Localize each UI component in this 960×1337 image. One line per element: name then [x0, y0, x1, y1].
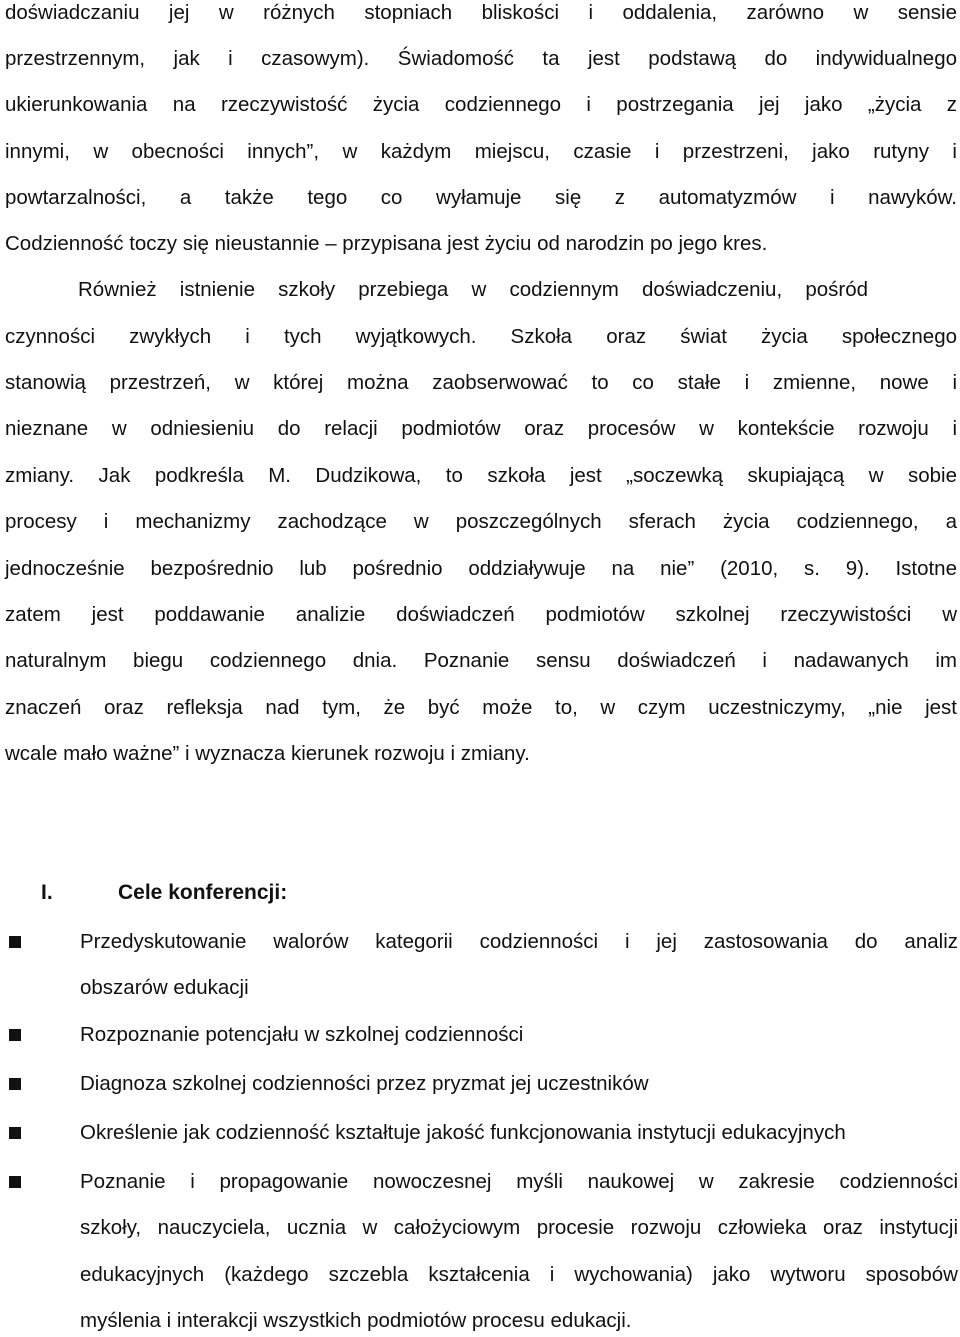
square-bullet-icon [9, 936, 21, 948]
square-bullet-icon [9, 1176, 21, 1188]
body-text-line: stanowią przestrzeń, w której można zaobserwować to co stałe i zmienne, nowe i [5, 371, 957, 394]
body-text-line: czynności zwykłych i tych wyjątkowych. Szkoła oraz świat życia społecznego [5, 325, 957, 348]
square-bullet-icon [9, 1078, 21, 1090]
list-item-line: Przedyskutowanie walorów kategorii codzienności i jej zastosowania do analiz [80, 930, 958, 953]
body-text-line: przestrzennym, jak i czasowym). Świadomość ta jest podstawą do indywidualnego [5, 47, 957, 70]
body-text-line: wcale mało ważne” i wyznacza kierunek rozwoju i zmiany. [5, 742, 530, 765]
body-text-line: ukierunkowania na rzeczywistość życia codziennego i postrzegania jej jako „życia z [5, 93, 957, 116]
body-text-line: nieznane w odniesieniu do relacji podmiotów oraz procesów w kontekście rozwoju i [5, 417, 957, 440]
list-item-line: myślenia i interakcji wszystkich podmiotów procesu edukacji. [80, 1309, 632, 1332]
list-item-line: Rozpoznanie potencjału w szkolnej codzienności [80, 1023, 524, 1046]
section-number: I. [41, 881, 53, 904]
section-heading [41, 880, 287, 906]
body-text-line: powtarzalności, a także tego co wyłamuje się z automatyzmów i nawyków. [5, 186, 957, 209]
list-item-line: obszarów edukacji [80, 976, 249, 999]
square-bullet-icon [9, 1127, 21, 1139]
body-text-line: doświadczaniu jej w różnych stopniach bliskości i oddalenia, zarówno w sensie [5, 1, 957, 24]
list-item-line: Poznanie i propagowanie nowoczesnej myśli naukowej w zakresie codzienności [80, 1170, 958, 1193]
section-title: Cele konferencji: [118, 881, 288, 904]
body-text-line: innymi, w obecności innych”, w każdym miejscu, czasie i przestrzeni, jako rutyny i [5, 140, 957, 163]
body-text-line: Również istnienie szkoły przebiega w codziennym doświadczeniu, pośród [78, 278, 868, 301]
list-item-line: Diagnoza szkolnej codzienności przez pryzmat jej uczestników [80, 1072, 649, 1095]
list-item-line: edukacyjnych (każdego szczebla kształcenia i wychowania) jako wytworu sposobów [80, 1263, 958, 1286]
body-text-line: jednocześnie bezpośrednio lub pośrednio oddziaływuje na nie” (2010, s. 9). Istotne [5, 557, 957, 580]
body-text-line: zatem jest poddawanie analizie doświadczeń podmiotów szkolnej rzeczywistości w [5, 603, 957, 626]
square-bullet-icon [9, 1029, 21, 1041]
body-text-line: procesy i mechanizmy zachodzące w poszczególnych sferach życia codziennego, a [5, 510, 957, 533]
body-text-line: znaczeń oraz refleksja nad tym, że być może to, w czym uczestniczymy, „nie jest [5, 696, 957, 719]
list-item-line: szkoły, nauczyciela, ucznia w całożyciowym procesie rozwoju człowieka oraz instytucji [80, 1216, 958, 1239]
list-item-line: Określenie jak codzienność kształtuje jakość funkcjonowania instytucji edukacyjnych [80, 1121, 846, 1144]
body-text-line: Codzienność toczy się nieustannie – przypisana jest życiu od narodzin po jego kres. [5, 232, 768, 255]
body-text-line: zmiany. Jak podkreśla M. Dudzikowa, to szkoła jest „soczewką skupiającą w sobie [5, 464, 957, 487]
body-text-line: naturalnym biegu codziennego dnia. Poznanie sensu doświadczeń i nadawanych im [5, 649, 957, 672]
